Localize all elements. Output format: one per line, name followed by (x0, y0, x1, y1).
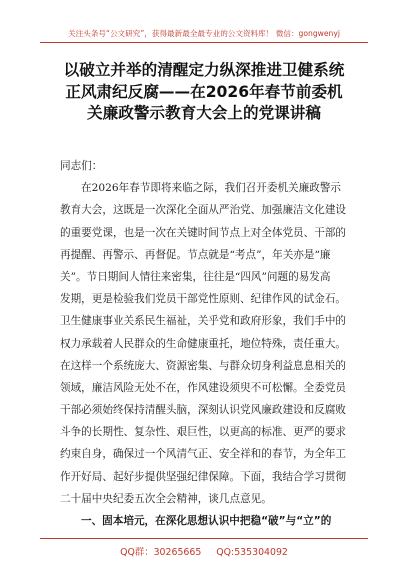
body-line: 的重要党课，也是一次在关键时间节点上对全体党员、干部的 (60, 226, 347, 239)
body-line: 斗争的长期性、复杂性、艰巨性，以更高的标准、更严的要求 (60, 426, 347, 439)
body-line: 再提醒、再警示、再督促。节点就是“考点”，年关亦是“廉 (60, 248, 331, 261)
body-line: 教育大会，这既是一次深化全面从严治党、加强廉洁文化建设 (60, 204, 347, 217)
body-line: 发期，更是检验我们党员干部党性原则、纪律作风的试金石。 (60, 293, 347, 306)
body-line: 在2026年春节即将来临之际，我们召开委机关廉政警示 (81, 182, 342, 195)
document-title (30, 60, 378, 125)
body-line: 权力承载着人民群众的生命健康重托，地位特殊，责任重大。 (60, 337, 347, 350)
footer-divider (40, 538, 368, 539)
footer (40, 544, 368, 558)
title-line: 正风肃纪反腐——在2026年春节前委机 (65, 82, 343, 101)
title-line: 以破立并举的清醒定力纵深推进卫健系统 (63, 61, 345, 79)
body-line: 在这样一个系统庞大、资源密集、与群众切身利益息息相关的 (60, 359, 347, 372)
section-heading: 一、固本培元，在深化思想认识中把稳“破”与“立”的 (81, 515, 332, 527)
body-line: 作开好局、起好步提供坚强纪律保障。下面，我结合学习贯彻 (60, 470, 347, 483)
footer-qq-group: QQ群：30265665 (120, 547, 202, 558)
header-divider (40, 42, 368, 43)
body-line: 领域，廉洁风险无处不在，作风建设须臾不可松懈。全委党员 (60, 381, 347, 394)
title-line: 关廉政警示教育大会上的党课讲稿 (87, 104, 321, 122)
body-line: 约束自身，确保过一个风清气正、安全祥和的春节，为全年工 (60, 448, 347, 461)
salutation: 同志们： (60, 160, 103, 172)
body-line: 干部必须始终保持清醒头脑，深刻认识党风廉政建设和反腐败 (60, 404, 347, 417)
footer-qq-contact: QQ:535304092 (216, 547, 288, 558)
body-line: 卫生健康事业关系民生福祉，关乎党和政府形象，我们手中的 (60, 315, 347, 328)
body-line: 关”。节日期间人情往来密集，往往是“四风”问题的易发高 (60, 270, 331, 283)
document-body (60, 155, 356, 532)
header-banner: 关注头条号“公文研究”，获得最新最全最专业的公文资料库！ 微信：gongwenyj (68, 29, 340, 38)
body-line: 二十届中央纪委五次全会精神，谈几点意见。 (60, 492, 272, 505)
